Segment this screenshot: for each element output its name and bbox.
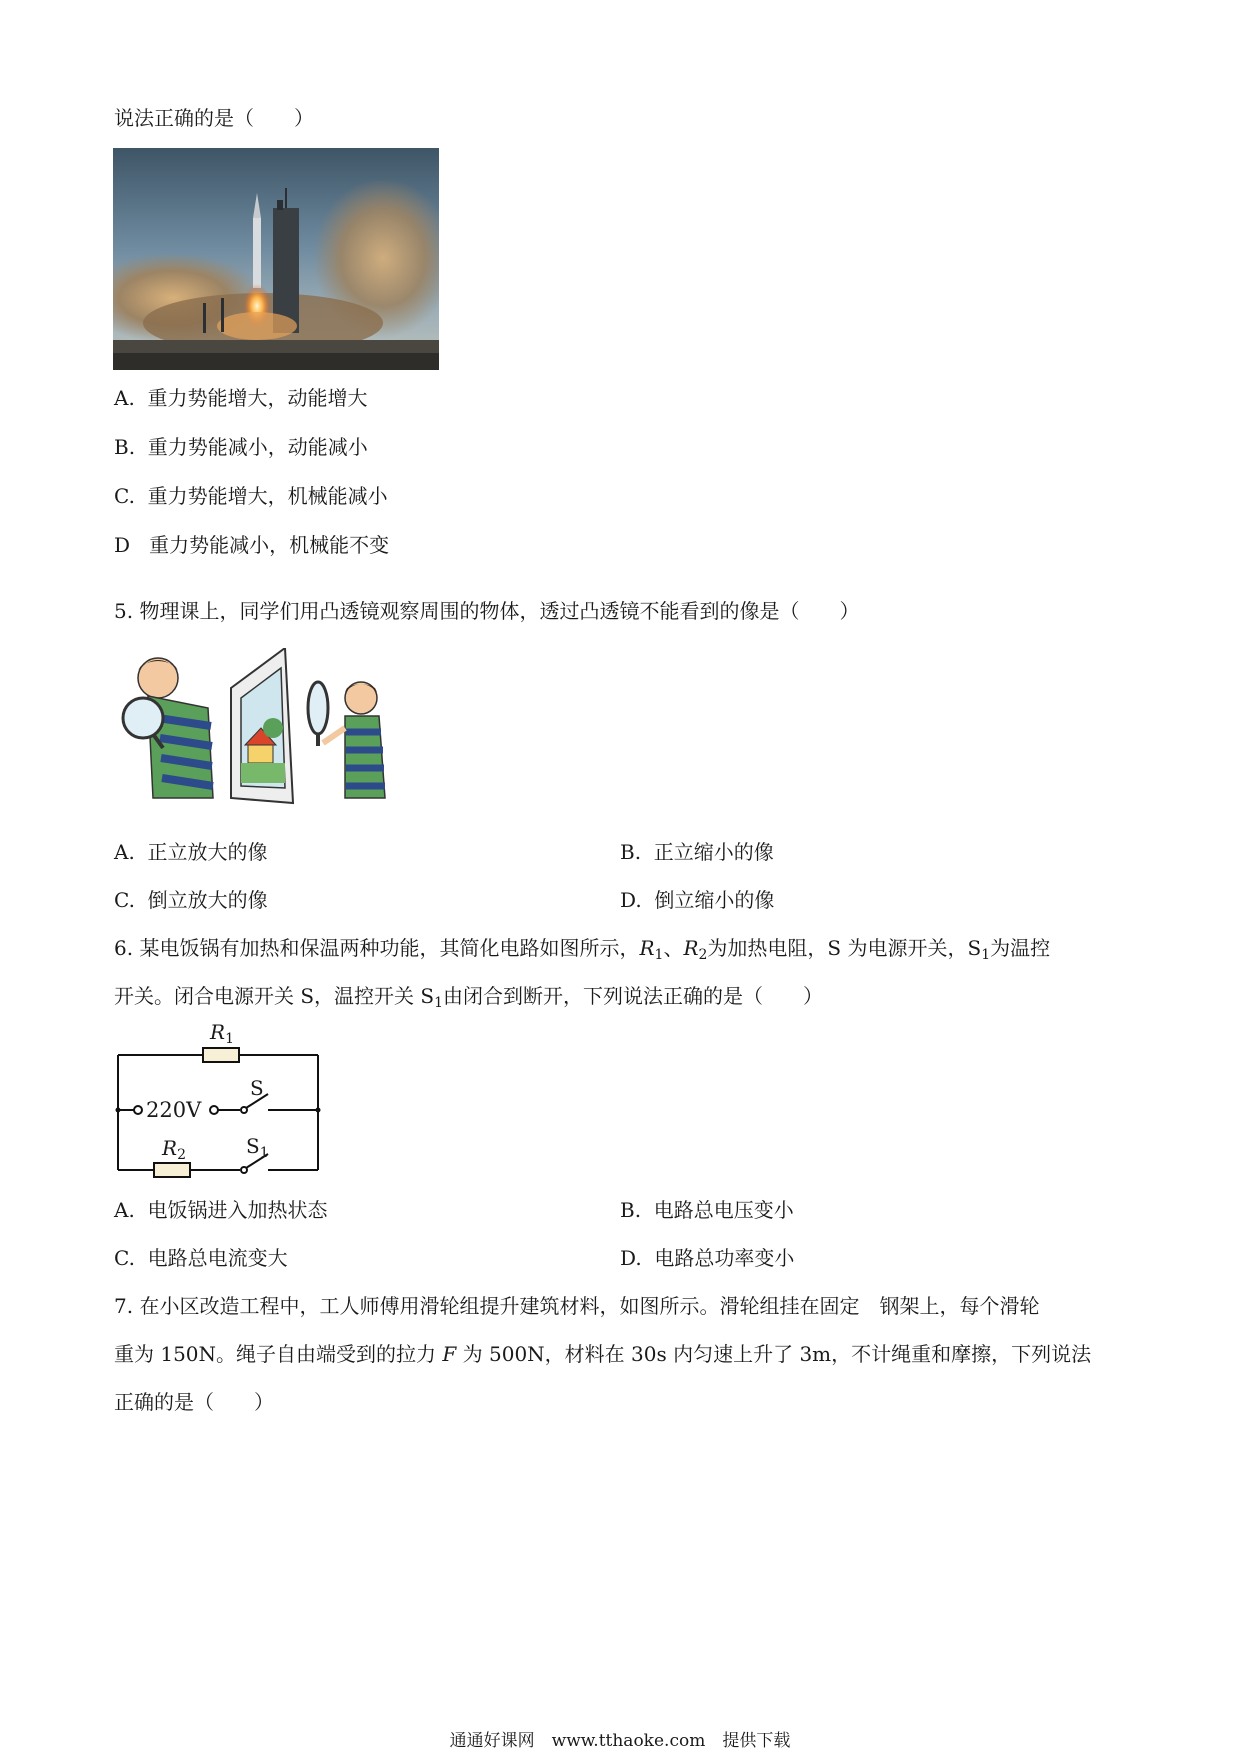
q4-option-d: D 重力势能减小，机械能不变	[114, 533, 390, 557]
q5-option-d: D. 倒立缩小的像	[620, 888, 775, 912]
q6-option-b: B. 电路总电压变小	[620, 1198, 794, 1222]
q6-option-c: C. 电路总电流变大	[114, 1246, 288, 1270]
q6-stem-line2: 开关。闭合电源开关 S，温控开关 $S_1$由闭合到断开，下列说法正确的是（ ）	[114, 984, 824, 1011]
q5-option-a: A. 正立放大的像	[114, 840, 268, 864]
rocket-launch-photo	[113, 148, 439, 370]
q6-stem-line1: 6. 某电饭锅有加热和保温两种功能，其简化电路如图所示，$R_1$、$R_2$为加热电阻，S 为电源开关，$S_1$为温控	[114, 936, 1051, 963]
q4-stem-tail: 说法正确的是（ ）	[114, 106, 314, 130]
circuit-label-r1: $R_1$	[210, 1020, 234, 1047]
circuit-label-r2: $R_2$	[162, 1136, 186, 1163]
q7-stem-line2: 重为 150N。绳子自由端受到的拉力 F 为 500N，材料在 30s 内匀速上升了 3m，不计绳重和摩擦，下列说法	[114, 1342, 1092, 1366]
q7-stem-line3: 正确的是（ ）	[114, 1390, 274, 1414]
magnifying-glass-illustration	[113, 648, 413, 808]
circuit-label-voltage: 220V	[146, 1098, 202, 1122]
q5-stem: 5. 物理课上，同学们用凸透镜观察周围的物体，透过凸透镜不能看到的像是（ ）	[114, 599, 860, 623]
q6-option-d: D. 电路总功率变小	[620, 1246, 795, 1270]
q6-option-a: A. 电饭锅进入加热状态	[114, 1198, 328, 1222]
q5-option-c: C. 倒立放大的像	[114, 888, 268, 912]
circuit-label-s: S	[250, 1076, 264, 1100]
q7-stem-line1: 7. 在小区改造工程中，工人师傅用滑轮组提升建筑材料，如图所示。滑轮组挂在固定 钢架上，每个滑轮	[114, 1294, 1040, 1318]
page-footer: 通通好课网 www.tthaoke.com 提供下载	[449, 1731, 791, 1751]
q5-option-b: B. 正立缩小的像	[620, 840, 774, 864]
q4-option-a: A. 重力势能增大，动能增大	[114, 386, 368, 410]
circuit-diagram	[110, 1020, 330, 1178]
circuit-label-s1: $S_1$	[246, 1134, 269, 1161]
q4-option-b: B. 重力势能减小，动能减小	[114, 435, 368, 459]
q4-option-c: C. 重力势能增大，机械能减小	[114, 484, 388, 508]
